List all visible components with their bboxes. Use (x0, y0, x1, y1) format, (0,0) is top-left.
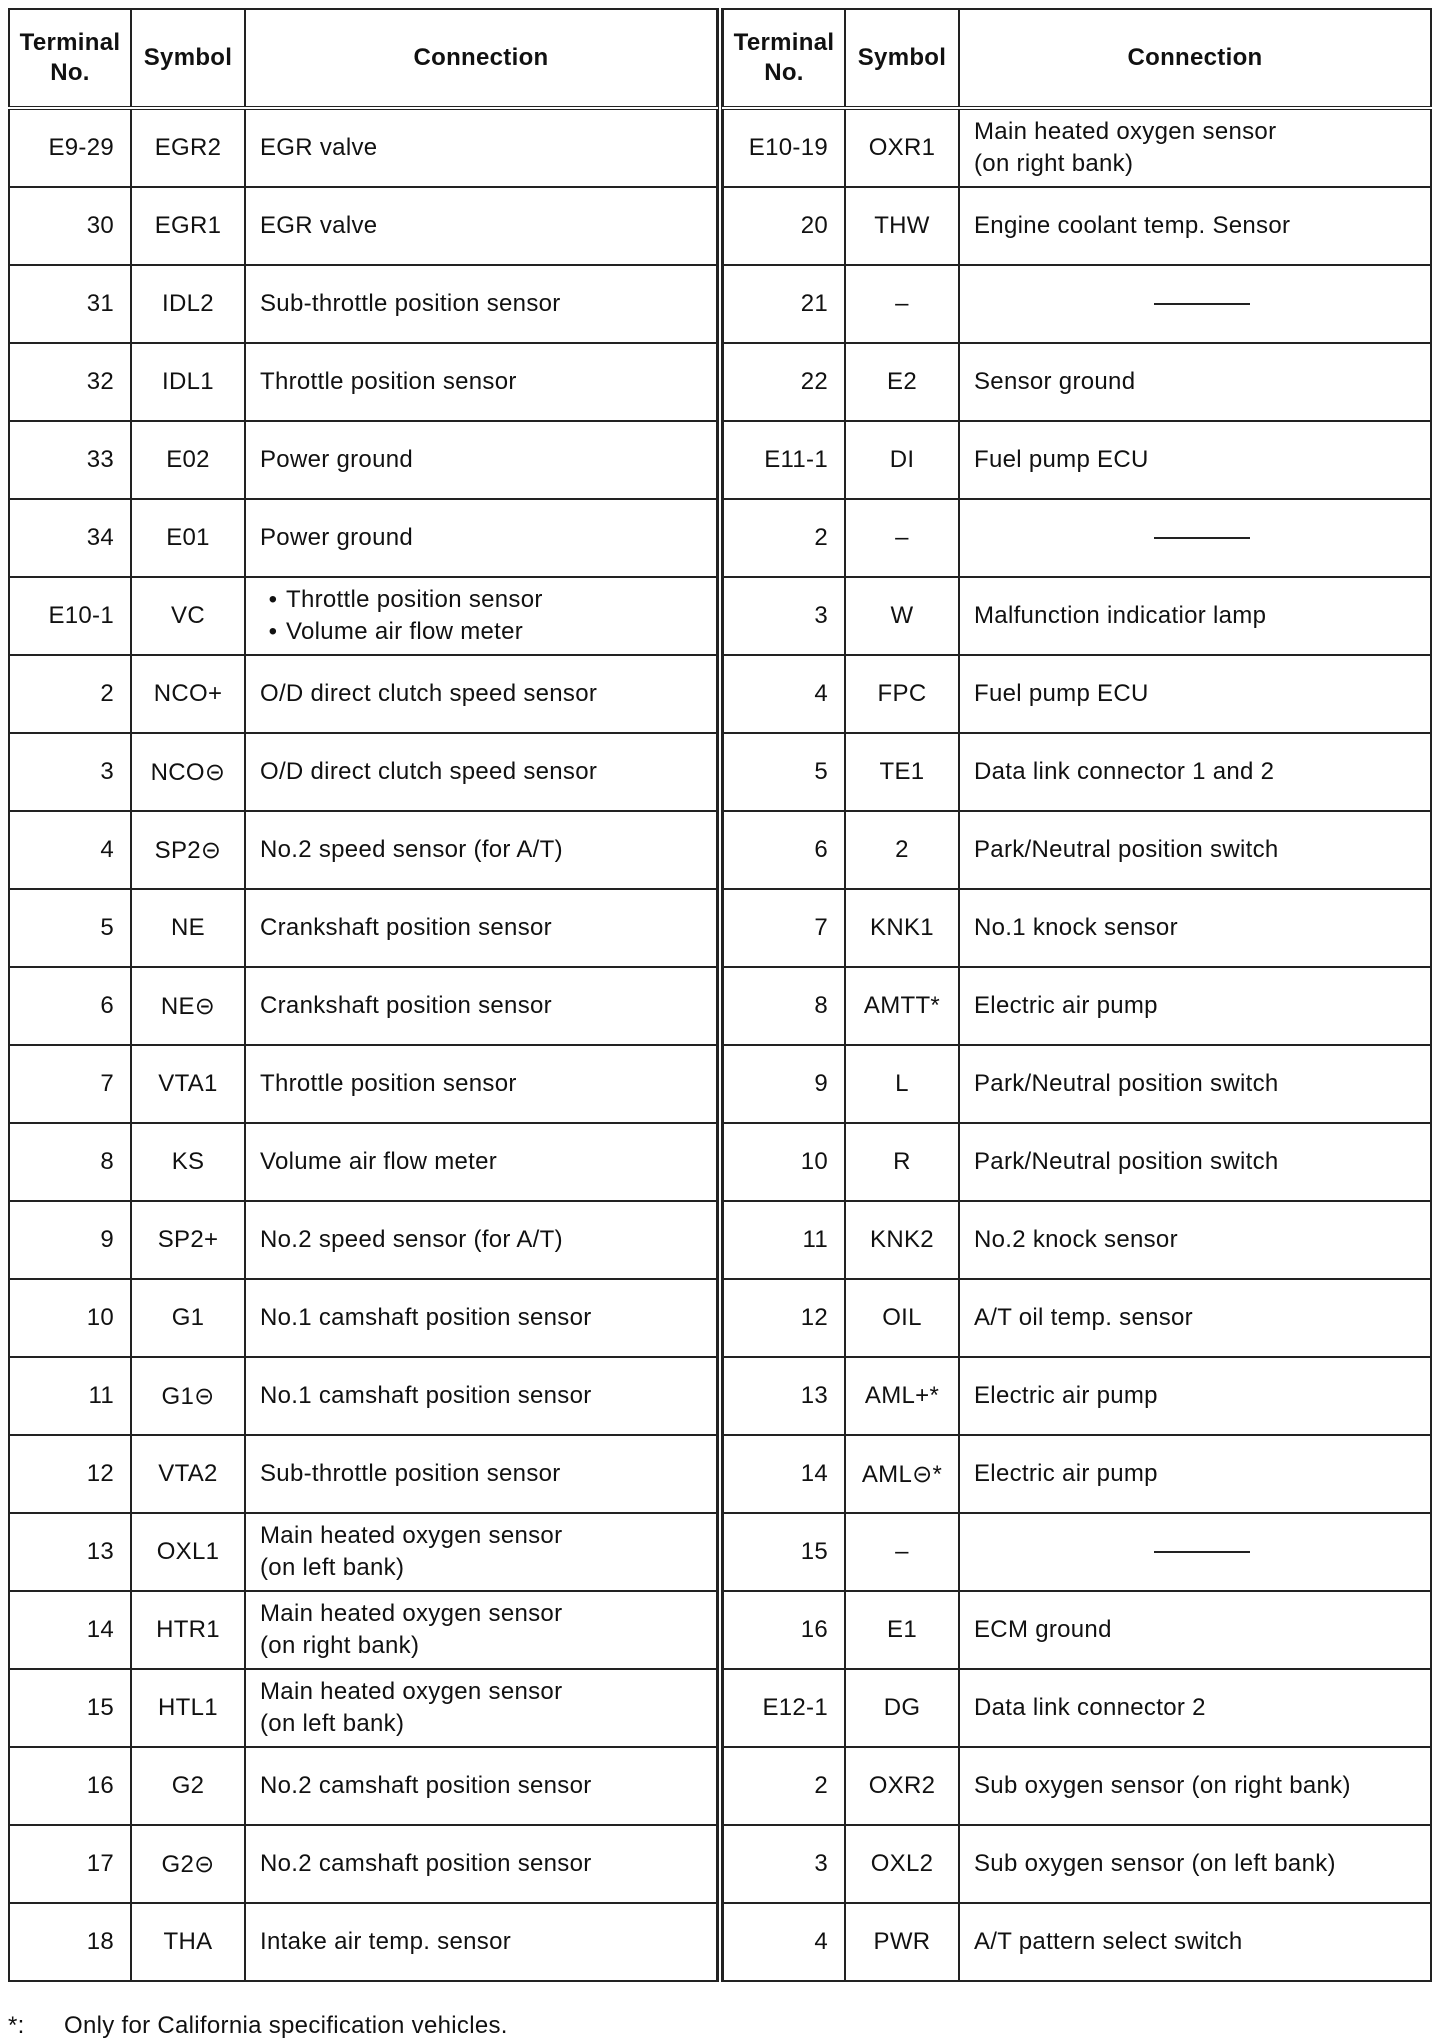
symbol-cell: HTR1 (131, 1591, 245, 1669)
connection-line: Park/Neutral position switch (974, 836, 1279, 863)
symbol-cell: EGR2 (131, 108, 245, 187)
symbol-cell: G1⊝ (131, 1357, 245, 1435)
symbol-cell: W (845, 577, 959, 655)
connection-line: Throttle position sensor (260, 368, 517, 395)
symbol-cell: KNK1 (845, 889, 959, 967)
table-row (723, 889, 1431, 967)
left-table-panel (8, 8, 722, 1982)
connection-line: A/T oil temp. sensor (974, 1304, 1193, 1331)
connection-line: Sub oxygen sensor (on left bank) (974, 1850, 1336, 1877)
table-row (9, 1903, 717, 1981)
terminal-no-cell: 10 (9, 1279, 131, 1357)
terminal-no-cell: 30 (9, 187, 131, 265)
table-row (9, 1045, 717, 1123)
connection-line: Park/Neutral position switch (974, 1070, 1279, 1097)
table-row (723, 187, 1431, 265)
terminal-no-cell: 6 (9, 967, 131, 1045)
terminal-no-cell: 4 (9, 811, 131, 889)
connection-cell (245, 421, 717, 499)
connection-cell (245, 1513, 717, 1591)
table-row (723, 1669, 1431, 1747)
table-row (9, 108, 717, 187)
symbol-cell: 2 (845, 811, 959, 889)
terminal-no-cell: 10 (723, 1123, 845, 1201)
connection-cell (959, 1825, 1431, 1903)
connection-line: No.2 speed sensor (for A/T) (260, 836, 563, 863)
symbol-cell: OIL (845, 1279, 959, 1357)
symbol-cell: HTL1 (131, 1669, 245, 1747)
symbol-cell: THA (131, 1903, 245, 1981)
terminal-no-cell: 9 (723, 1045, 845, 1123)
symbol-cell: KNK2 (845, 1201, 959, 1279)
table-row (9, 1591, 717, 1669)
terminal-no-cell: 5 (723, 733, 845, 811)
table-row (9, 1201, 717, 1279)
connection-cell (959, 265, 1431, 343)
left-table-body (9, 108, 717, 1981)
terminal-no-cell: E11-1 (723, 421, 845, 499)
terminal-no-cell: 15 (723, 1513, 845, 1591)
table-row (723, 1903, 1431, 1981)
connection-cell (245, 1903, 717, 1981)
terminal-no-cell: 3 (9, 733, 131, 811)
terminal-no-cell: 6 (723, 811, 845, 889)
table-row (9, 1435, 717, 1513)
table-row (723, 1591, 1431, 1669)
symbol-cell: E1 (845, 1591, 959, 1669)
connection-cell (245, 1357, 717, 1435)
connection-cell (245, 811, 717, 889)
connection-line: No.2 speed sensor (for A/T) (260, 1226, 563, 1253)
table-row (723, 499, 1431, 577)
connection-line: Fuel pump ECU (974, 446, 1149, 473)
symbol-cell: VC (131, 577, 245, 655)
right-table-body (723, 108, 1431, 1981)
connection-line: Electric air pump (974, 992, 1158, 1019)
terminal-no-cell: 20 (723, 187, 845, 265)
table-row (723, 1435, 1431, 1513)
connection-cell (245, 1123, 717, 1201)
header-connection: Connection (245, 9, 717, 108)
symbol-cell: E02 (131, 421, 245, 499)
header-connection: Connection (959, 9, 1431, 108)
table-row (723, 265, 1431, 343)
terminal-table-grid (8, 8, 1432, 1982)
symbol-cell: FPC (845, 655, 959, 733)
empty-connection-dash (1154, 1551, 1250, 1553)
symbol-cell: AML+* (845, 1357, 959, 1435)
connection-line: No.1 knock sensor (974, 914, 1178, 941)
terminal-no-cell: 8 (723, 967, 845, 1045)
table-row (9, 1513, 717, 1591)
connection-line: No.2 knock sensor (974, 1226, 1178, 1253)
connection-line: Throttle position sensor (260, 1070, 517, 1097)
terminal-no-cell: 17 (9, 1825, 131, 1903)
connection-cell (959, 1903, 1431, 1981)
connection-cell (959, 1435, 1431, 1513)
connection-cell (959, 108, 1431, 187)
connection-line: Fuel pump ECU (974, 680, 1149, 707)
table-row (9, 1825, 717, 1903)
connection-cell (959, 343, 1431, 421)
symbol-cell: NE⊝ (131, 967, 245, 1045)
connection-cell (245, 1201, 717, 1279)
connection-cell (959, 187, 1431, 265)
symbol-cell: E2 (845, 343, 959, 421)
terminal-no-cell: 22 (723, 343, 845, 421)
connection-cell (959, 733, 1431, 811)
terminal-no-cell: E10-1 (9, 577, 131, 655)
connection-line: Malfunction indicatior lamp (974, 602, 1267, 629)
connection-line: Intake air temp. sensor (260, 1928, 512, 1955)
terminal-no-cell: 11 (723, 1201, 845, 1279)
header-symbol: Symbol (131, 9, 245, 108)
connection-cell (245, 1279, 717, 1357)
terminal-no-cell: 16 (723, 1591, 845, 1669)
terminal-no-cell: 12 (723, 1279, 845, 1357)
connection-line: Electric air pump (974, 1460, 1158, 1487)
connection-line: Park/Neutral position switch (974, 1148, 1279, 1175)
connection-cell (959, 499, 1431, 577)
terminal-no-cell: 5 (9, 889, 131, 967)
terminal-no-cell: 8 (9, 1123, 131, 1201)
table-row (723, 967, 1431, 1045)
symbol-cell: OXR2 (845, 1747, 959, 1825)
connection-cell (959, 1201, 1431, 1279)
symbol-cell: NCO+ (131, 655, 245, 733)
connection-cell (245, 265, 717, 343)
connection-line: Data link connector 2 (974, 1694, 1206, 1721)
symbol-cell: G2⊝ (131, 1825, 245, 1903)
table-row (9, 889, 717, 967)
terminal-no-cell: 16 (9, 1747, 131, 1825)
connection-cell (959, 889, 1431, 967)
terminal-no-cell: 18 (9, 1903, 131, 1981)
connection-line: (on right bank) (974, 150, 1134, 177)
table-row (723, 733, 1431, 811)
symbol-cell: L (845, 1045, 959, 1123)
connection-cell (959, 421, 1431, 499)
terminal-no-cell: 13 (723, 1357, 845, 1435)
connection-line: • Volume air flow meter (260, 616, 716, 648)
symbol-cell: E01 (131, 499, 245, 577)
empty-connection-dash (1154, 303, 1250, 305)
connection-line: No.2 camshaft position sensor (260, 1772, 592, 1799)
symbol-cell: IDL2 (131, 265, 245, 343)
terminal-table-left (8, 8, 718, 1982)
footnote-marker: *: (8, 2012, 25, 2039)
symbol-cell: G2 (131, 1747, 245, 1825)
connection-cell (959, 1123, 1431, 1201)
terminal-no-cell: 33 (9, 421, 131, 499)
connection-line: Main heated oxygen sensor (260, 1600, 563, 1627)
terminal-no-cell: 31 (9, 265, 131, 343)
connection-cell (245, 733, 717, 811)
table-row (9, 1279, 717, 1357)
terminal-no-cell: 11 (9, 1357, 131, 1435)
terminal-no-cell: 9 (9, 1201, 131, 1279)
symbol-cell: NE (131, 889, 245, 967)
connection-line: (on right bank) (260, 1632, 420, 1659)
table-row (9, 1669, 717, 1747)
table-row (723, 577, 1431, 655)
table-row (723, 1747, 1431, 1825)
connection-line: Volume air flow meter (260, 1148, 498, 1175)
terminal-no-cell: 2 (9, 655, 131, 733)
table-row (723, 421, 1431, 499)
connection-cell (959, 1747, 1431, 1825)
connection-line: Main heated oxygen sensor (974, 118, 1277, 145)
symbol-cell: VTA1 (131, 1045, 245, 1123)
connection-line: No.1 camshaft position sensor (260, 1304, 592, 1331)
connection-cell (959, 811, 1431, 889)
table-row (9, 811, 717, 889)
table-row (9, 733, 717, 811)
terminal-no-cell: 21 (723, 265, 845, 343)
connection-line: Sensor ground (974, 368, 1136, 395)
connection-cell (245, 1435, 717, 1513)
connection-line: O/D direct clutch speed sensor (260, 758, 598, 785)
table-row (723, 343, 1431, 421)
symbol-cell: EGR1 (131, 187, 245, 265)
header-symbol: Symbol (845, 9, 959, 108)
table-row (723, 1045, 1431, 1123)
symbol-cell: AMTT* (845, 967, 959, 1045)
terminal-no-cell: 12 (9, 1435, 131, 1513)
footnote-text: Only for California specification vehicles. (64, 2012, 508, 2039)
terminal-no-cell: 4 (723, 1903, 845, 1981)
terminal-no-cell: 7 (723, 889, 845, 967)
connection-line: A/T pattern select switch (974, 1928, 1243, 1955)
connection-cell (245, 655, 717, 733)
table-row (723, 108, 1431, 187)
connection-cell (245, 1669, 717, 1747)
symbol-cell: – (845, 499, 959, 577)
terminal-table-page (8, 8, 1432, 2040)
connection-line: No.2 camshaft position sensor (260, 1850, 592, 1877)
symbol-cell: DG (845, 1669, 959, 1747)
connection-cell (959, 1591, 1431, 1669)
table-row (723, 1357, 1431, 1435)
symbol-cell: – (845, 265, 959, 343)
connection-cell (245, 499, 717, 577)
connection-cell (245, 1747, 717, 1825)
connection-line: (on left bank) (260, 1554, 405, 1581)
terminal-no-cell: 13 (9, 1513, 131, 1591)
symbol-cell: TE1 (845, 733, 959, 811)
symbol-cell: G1 (131, 1279, 245, 1357)
connection-cell (959, 1513, 1431, 1591)
symbol-cell: R (845, 1123, 959, 1201)
connection-cell (245, 187, 717, 265)
connection-cell (245, 108, 717, 187)
table-row (723, 655, 1431, 733)
terminal-no-cell: 2 (723, 1747, 845, 1825)
connection-cell (959, 1669, 1431, 1747)
symbol-cell: KS (131, 1123, 245, 1201)
symbol-cell: SP2⊝ (131, 811, 245, 889)
table-row (9, 1747, 717, 1825)
connection-line: Main heated oxygen sensor (260, 1678, 563, 1705)
connection-cell (959, 655, 1431, 733)
symbol-cell: OXL1 (131, 1513, 245, 1591)
terminal-no-cell: 14 (9, 1591, 131, 1669)
table-row (723, 1513, 1431, 1591)
terminal-no-cell: E9-29 (9, 108, 131, 187)
table-row (9, 967, 717, 1045)
connection-line: Power ground (260, 524, 414, 551)
table-row (9, 655, 717, 733)
table-header-row (723, 9, 1431, 108)
connection-line: EGR valve (260, 134, 378, 161)
symbol-cell: VTA2 (131, 1435, 245, 1513)
terminal-no-cell: 7 (9, 1045, 131, 1123)
terminal-no-cell: 4 (723, 655, 845, 733)
connection-line: Data link connector 1 and 2 (974, 758, 1275, 785)
table-row (723, 1123, 1431, 1201)
terminal-table-right (722, 8, 1432, 1982)
footnote (8, 2012, 1432, 2040)
connection-cell (245, 1045, 717, 1123)
connection-line: (on left bank) (260, 1710, 405, 1737)
connection-line: • Throttle position sensor (260, 584, 716, 616)
table-row (9, 1357, 717, 1435)
table-row (723, 811, 1431, 889)
terminal-no-cell: 14 (723, 1435, 845, 1513)
connection-line: EGR valve (260, 212, 378, 239)
symbol-cell: – (845, 1513, 959, 1591)
connection-cell (245, 343, 717, 421)
connection-cell (245, 1825, 717, 1903)
terminal-no-cell: 32 (9, 343, 131, 421)
table-row (9, 1123, 717, 1201)
connection-cell (245, 967, 717, 1045)
symbol-cell: OXL2 (845, 1825, 959, 1903)
connection-line: No.1 camshaft position sensor (260, 1382, 592, 1409)
connection-line: Sub oxygen sensor (on right bank) (974, 1772, 1351, 1799)
symbol-cell: OXR1 (845, 108, 959, 187)
table-row (723, 1279, 1431, 1357)
symbol-cell: SP2+ (131, 1201, 245, 1279)
connection-cell (245, 577, 717, 655)
table-row (9, 421, 717, 499)
table-header-row (9, 9, 717, 108)
connection-line: Electric air pump (974, 1382, 1158, 1409)
header-terminal-no: Terminal No. (9, 9, 131, 108)
connection-cell (245, 1591, 717, 1669)
connection-line: ECM ground (974, 1616, 1112, 1643)
connection-cell (959, 967, 1431, 1045)
connection-line: O/D direct clutch speed sensor (260, 680, 598, 707)
terminal-no-cell: 2 (723, 499, 845, 577)
connection-cell (959, 577, 1431, 655)
symbol-cell: PWR (845, 1903, 959, 1981)
connection-line: Sub-throttle position sensor (260, 290, 561, 317)
terminal-no-cell: 3 (723, 577, 845, 655)
terminal-no-cell: 3 (723, 1825, 845, 1903)
connection-cell (959, 1045, 1431, 1123)
table-row (723, 1825, 1431, 1903)
connection-line: Crankshaft position sensor (260, 992, 552, 1019)
connection-line: Sub-throttle position sensor (260, 1460, 561, 1487)
connection-line: Power ground (260, 446, 414, 473)
table-row (9, 499, 717, 577)
right-table-panel (722, 8, 1432, 1982)
terminal-no-cell: 34 (9, 499, 131, 577)
table-row (9, 343, 717, 421)
symbol-cell: THW (845, 187, 959, 265)
connection-cell (959, 1357, 1431, 1435)
connection-line: Main heated oxygen sensor (260, 1522, 563, 1549)
table-row (9, 187, 717, 265)
connection-cell (959, 1279, 1431, 1357)
terminal-no-cell: E12-1 (723, 1669, 845, 1747)
header-terminal-no: Terminal No. (723, 9, 845, 108)
symbol-cell: DI (845, 421, 959, 499)
empty-connection-dash (1154, 537, 1250, 539)
table-row (723, 1201, 1431, 1279)
symbol-cell: IDL1 (131, 343, 245, 421)
connection-line: Crankshaft position sensor (260, 914, 552, 941)
terminal-no-cell: E10-19 (723, 108, 845, 187)
symbol-cell: NCO⊝ (131, 733, 245, 811)
symbol-cell: AML⊝* (845, 1435, 959, 1513)
connection-line: Engine coolant temp. Sensor (974, 212, 1291, 239)
table-row (9, 265, 717, 343)
terminal-no-cell: 15 (9, 1669, 131, 1747)
connection-cell (245, 889, 717, 967)
table-row (9, 577, 717, 655)
